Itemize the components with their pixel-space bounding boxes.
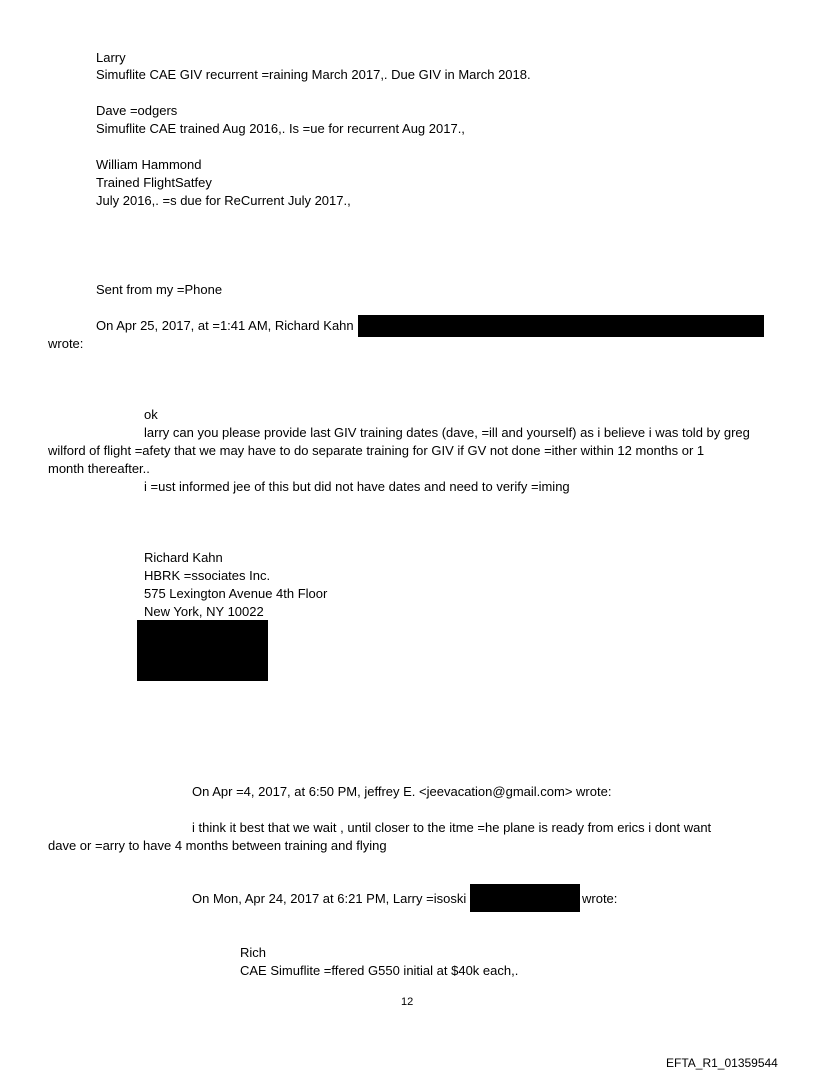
- kahn-request-line-3: month thereafter..: [48, 461, 150, 476]
- kahn-request-line-1: larry can you please provide last GIV training dates (dave, =ill and yourself) as i believe i was told by greg: [144, 425, 750, 440]
- william-training: Trained FlightSatfey: [96, 175, 212, 190]
- jeffrey-line-1: i think it best that we wait , until closer to the itme =he plane is ready from erics i dont want: [192, 820, 712, 835]
- redaction-block: [137, 620, 268, 681]
- dave-name: Dave =odgers: [96, 103, 178, 118]
- kahn-quote-header: On Apr 25, 2017, at =1:41 AM, Richard Kahn: [96, 318, 354, 333]
- larry-offer-line: CAE Simuflite =ffered G550 initial at $40k each,.: [240, 963, 519, 978]
- bates-number: EFTA_R1_01359544: [666, 1056, 778, 1070]
- kahn-signature-name: Richard Kahn: [144, 550, 223, 565]
- larry-quote-header: On Mon, Apr 24, 2017 at 6:21 PM, Larry =isoski: [192, 891, 467, 906]
- kahn-quote-header-wrote: wrote:: [48, 336, 84, 351]
- page-number: 12: [401, 996, 414, 1008]
- kahn-signature-company: HBRK =ssociates Inc.: [144, 568, 271, 583]
- william-due: July 2016,. =s due for ReCurrent July 2017.,: [96, 193, 351, 208]
- larry-greeting: Rich: [240, 945, 267, 960]
- jeffrey-quote-header: On Apr =4, 2017, at 6:50 PM, jeffrey E. <jeevacation@gmail.com> wrote:: [192, 784, 612, 799]
- dave-training: Simuflite CAE trained Aug 2016,. Is =ue for recurrent Aug 2017.,: [96, 121, 465, 136]
- redaction-bar: [470, 884, 580, 912]
- sent-from-signature: Sent from my =Phone: [96, 282, 223, 297]
- kahn-signature-address: 575 Lexington Avenue 4th Floor: [144, 586, 328, 601]
- jeffrey-line-2: dave or =arry to have 4 months between training and flying: [48, 838, 387, 853]
- larry-quote-header-wrote: wrote:: [582, 891, 618, 906]
- kahn-request-line-2: wilford of flight =afety that we may have to do separate training for GIV if GV not done =ither within 12 months or 1: [48, 443, 705, 458]
- larry-training: Simuflite CAE GIV recurrent =raining March 2017,. Due GIV in March 2018.: [96, 67, 531, 82]
- william-name: William Hammond: [96, 157, 202, 172]
- kahn-signature-city: New York, NY 10022: [144, 604, 264, 619]
- larry-name: Larry: [96, 50, 126, 65]
- kahn-informed-line: i =ust informed jee of this but did not have dates and need to verify =iming: [144, 479, 570, 494]
- redaction-bar: [358, 315, 764, 337]
- kahn-ok-line: ok: [144, 407, 158, 422]
